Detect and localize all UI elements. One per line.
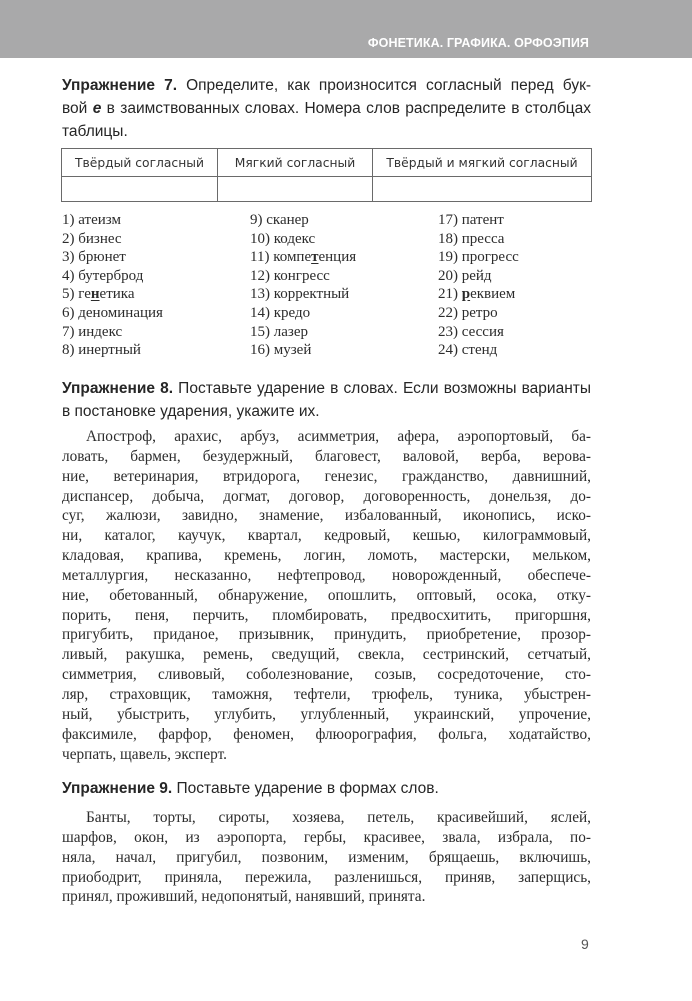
header-hard-and-soft-consonant: Твёрдый и мягкий согласный xyxy=(373,149,592,177)
exercise-9-word-paragraph xyxy=(62,808,591,907)
answer-table-row xyxy=(62,177,592,202)
emphasized-letter: е xyxy=(92,100,102,117)
list-item: 18) пресса xyxy=(438,230,505,247)
exercise-9-line-1: Упражнение 9. Поставьте ударение в формах слов. xyxy=(62,780,439,797)
list-item: 24) стенд xyxy=(438,342,498,359)
list-item: 5) генетика xyxy=(62,286,135,303)
list-item: 13) корректный xyxy=(250,286,350,303)
exercise-8-line-1: Упражнение 8. Поставьте ударение в словах. Если возможны варианты xyxy=(62,380,591,397)
list-item: 14) кредо xyxy=(250,304,311,321)
list-item: 17) патент xyxy=(438,212,504,228)
word-column-1 xyxy=(62,211,163,360)
answer-cell-hard[interactable] xyxy=(62,177,218,202)
word-column-3 xyxy=(438,211,519,360)
paragraph-line: няла, начал, пригубил, позвоним, изменим, брящаешь, включишь, xyxy=(62,848,591,866)
exercise-8-label: Упражнение 8. xyxy=(62,380,174,397)
list-item: 8) инертный xyxy=(62,342,141,359)
paragraph-line: симметрия, сливовый, соболезнование, созыв, сосредоточение, сто- xyxy=(62,666,591,684)
word-column-2 xyxy=(250,211,356,360)
exercise-7-label: Упражнение 7. xyxy=(62,77,178,94)
exercise-8-word-paragraph xyxy=(62,427,591,764)
marked-letter: р xyxy=(461,286,471,303)
list-item: 21) реквием xyxy=(438,286,516,303)
exercise-7-instructions xyxy=(62,74,591,143)
list-item: 11) компетенция xyxy=(250,249,357,266)
answer-cell-both[interactable] xyxy=(373,177,592,202)
paragraph-line: Апостроф, арахис, арбуз, асимметрия, афера, аэропортовый, ба- xyxy=(86,428,591,445)
list-item: 6) деноминация xyxy=(62,304,163,321)
page-number: 9 xyxy=(581,936,589,952)
paragraph-line: факсимиле, фарфор, феномен, флюорография, фольга, ходатайство, xyxy=(62,725,591,743)
paragraph-line: ный, убыстрить, углубить, углубленный, украинский, упрочение, xyxy=(62,705,591,723)
exercise-9-instructions xyxy=(62,777,591,800)
answer-table xyxy=(61,148,592,202)
paragraph-line: суг, жалюзи, завидно, знамение, избалованный, иконопись, иско- xyxy=(62,507,591,525)
list-item: 4) бутерброд xyxy=(62,267,144,284)
paragraph-line: ляр, страховщик, таможня, тефтели, трюфель, туника, убыстрен- xyxy=(62,685,591,703)
answer-table-header-row xyxy=(62,149,592,177)
list-item: 9) сканер xyxy=(250,212,309,228)
paragraph-line: кладовая, крапива, кремень, логин, ломоть, мастерски, мельком, xyxy=(62,547,591,565)
marked-letter: т xyxy=(311,249,319,266)
paragraph-line: ливый, ракушка, ремень, сведущий, свекла, сестринский, сетчатый, xyxy=(62,646,591,664)
paragraph-line: пригубить, приданое, призывник, принудить, приобретение, прозор- xyxy=(62,626,591,644)
header-hard-consonant: Твёрдый согласный xyxy=(62,149,218,177)
paragraph-line: приободрит, приняла, пережила, разленишься, приняв, заперщись, xyxy=(62,868,591,886)
paragraph-line: принял, проживший, недопонятый, нанявший, принята. xyxy=(62,888,426,906)
paragraph-line: ние, ветеринария, втридорога, генезис, гражданство, давнишний, xyxy=(62,467,591,485)
paragraph-line: ние, обетованный, обнаружение, опошлить, оптовый, осока, отку- xyxy=(62,586,591,604)
exercise-7-line-1: Упражнение 7. Определите, как произносится согласный перед бук- xyxy=(62,77,592,94)
section-header-band xyxy=(0,0,692,58)
list-item: 1) атеизм xyxy=(62,212,121,228)
exercise-8-instructions xyxy=(62,377,591,423)
list-item: 20) рейд xyxy=(438,267,492,284)
paragraph-line: диспансер, добыча, догмат, договор, договоренность, донельзя, до- xyxy=(62,487,591,505)
exercise-7-line-3: таблицы. xyxy=(62,123,128,140)
list-item: 12) конгресс xyxy=(250,267,330,284)
paragraph-line: Банты, торты, сироты, хозяева, петель, красивейший, яслей, xyxy=(86,809,591,826)
marked-letter: н xyxy=(90,286,100,303)
list-item: 16) музей xyxy=(250,342,312,359)
section-title: ФОНЕТИКА. ГРАФИКА. ОРФОЭПИЯ xyxy=(367,36,589,50)
paragraph-line: металлургия, несказанно, нефтепровод, новорожденный, обеспече- xyxy=(62,566,591,584)
list-item: 2) бизнес xyxy=(62,230,122,247)
paragraph-line: ловать, бармен, безудержный, благовест, валовой, верба, верова- xyxy=(62,447,591,465)
paragraph-line: шарфов, окон, из аэропорта, гербы, красивее, звала, избрала, по- xyxy=(62,828,591,846)
list-item: 15) лазер xyxy=(250,323,308,340)
header-soft-consonant: Мягкий согласный xyxy=(218,149,373,177)
list-item: 19) прогресс xyxy=(438,249,519,266)
exercise-7-line-2: вой е в заимствованных словах. Номера слов распределите в столбцах xyxy=(62,100,592,117)
paragraph-line: черпать, щавель, эксперт. xyxy=(62,745,227,763)
exercise-9-label: Упражнение 9. xyxy=(62,780,173,797)
list-item: 22) ретро xyxy=(438,304,498,321)
list-item: 7) индекс xyxy=(62,323,123,340)
list-item: 3) брюнет xyxy=(62,249,126,266)
list-item: 23) сессия xyxy=(438,323,504,340)
paragraph-line: ни, каталог, каучук, квартал, кедровый, кешью, килограммовый, xyxy=(62,527,591,545)
list-item: 10) кодекс xyxy=(250,230,316,247)
answer-cell-soft[interactable] xyxy=(218,177,373,202)
paragraph-line: порить, пеня, перчить, пломбировать, предвосхитить, пригоршня, xyxy=(62,606,591,624)
exercise-8-line-2: в постановке ударения, укажите их. xyxy=(62,403,320,420)
